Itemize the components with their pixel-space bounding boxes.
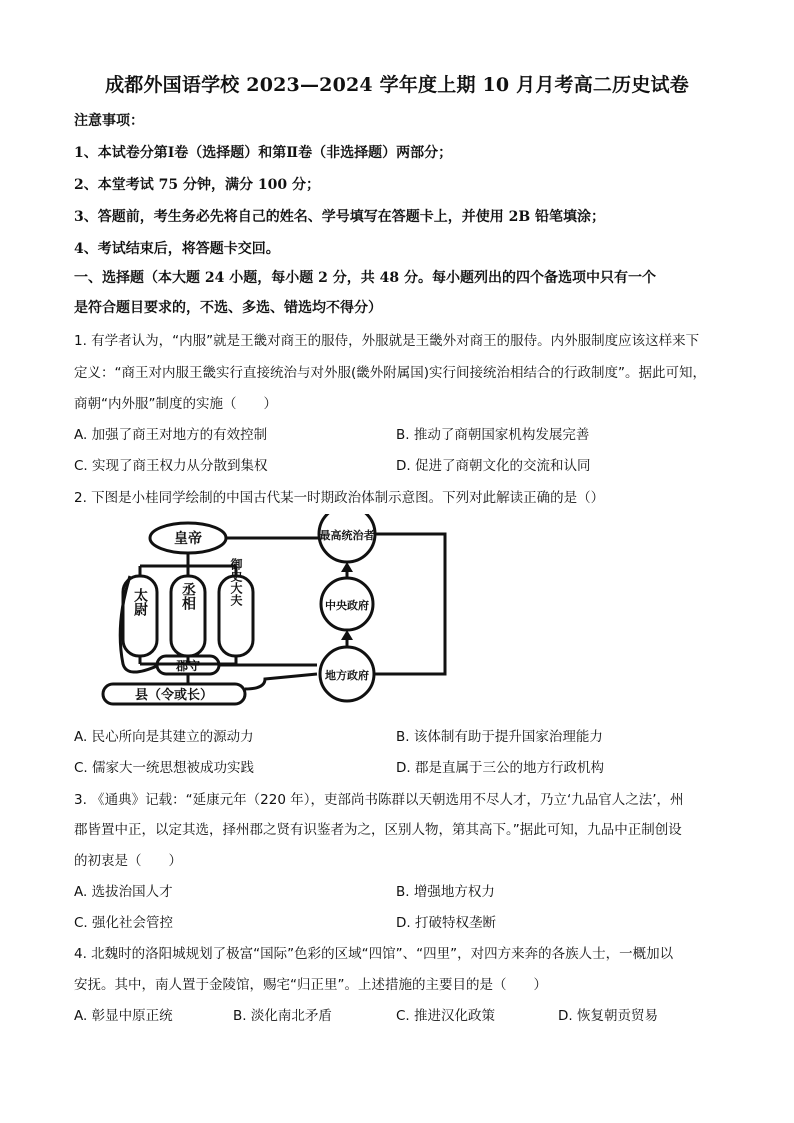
question-2-option-b[interactable]: B. 该体制有助于提升国家治理能力 (396, 729, 603, 745)
question-3-text: 郡皆置中正，以定其选，择州郡之贤有识鉴者为之，区别人物，第其高下。”据此可知，九品中正制创设 (74, 822, 682, 838)
question-3-text: 的初衷是（ ） (74, 853, 182, 869)
notice-item: 4、考试结束后，将答题卡交回。 (74, 241, 280, 257)
question-1-option-a[interactable]: A. 加强了商王对地方的有效控制 (74, 427, 268, 443)
notice-item: 1、本试卷分第Ⅰ卷（选择题）和第Ⅱ卷（非选择题）两部分； (74, 145, 453, 161)
county-label: 县（令或长） (134, 688, 214, 703)
question-1-text: 1. 有学者认为，“内服”就是王畿对商王的服侍，外服就是王畿外对商王的服侍。内外服制度应该这样来下 (74, 333, 700, 349)
question-1-option-d[interactable]: D. 促进了商朝文化的交流和认同 (396, 458, 591, 474)
chengxiang-label: 丞相 (180, 582, 196, 610)
question-2-option-a[interactable]: A. 民心所向是其建立的源动力 (74, 729, 254, 745)
question-4-text: 安抚。其中，南人置于金陵馆，赐宅“归正里”。上述措施的主要目的是（ ） (74, 977, 547, 993)
question-4-option-a[interactable]: A. 彰显中原正统 (74, 1008, 173, 1024)
question-2-option-d[interactable]: D. 郡是直属于三公的地方行政机构 (396, 760, 604, 776)
notice-item: 3、答题前，考生务必先将自己的姓名、学号填写在答题卡上，并使用 2B 铅笔填涂； (74, 209, 606, 225)
question-4-text: 4. 北魏时的洛阳城规划了极富“国际”色彩的区域“四馆”、“四里”，对四方来奔的各族人士，一概加以 (74, 946, 674, 962)
question-3-option-b[interactable]: B. 增强地方权力 (396, 884, 495, 900)
question-3-option-d[interactable]: D. 打破特权垄断 (396, 915, 496, 931)
question-1-text: 商朝“内外服”制度的实施（ ） (74, 396, 277, 412)
question-2-option-c[interactable]: C. 儒家大一统思想被成功实践 (74, 760, 255, 776)
question-1-option-b[interactable]: B. 推动了商朝国家机构发展完善 (396, 427, 590, 443)
question-1-option-c[interactable]: C. 实现了商王权力从分散到集权 (74, 458, 268, 474)
notice-heading: 注意事项： (74, 113, 144, 129)
question-4-option-c[interactable]: C. 推进汉化政策 (396, 1008, 496, 1024)
section-heading-cont: 是符合题目要求的，不选、多选、错选均不得分） (74, 300, 382, 316)
political-system-diagram (95, 514, 455, 714)
notice-item: 2、本堂考试 75 分钟，满分 100 分； (74, 177, 320, 193)
question-4-option-d[interactable]: D. 恢复朝贡贸易 (558, 1008, 658, 1024)
local-gov-label: 地方政府 (325, 669, 369, 682)
section-heading: 一、选择题（本大题 24 小题，每小题 2 分，共 48 分。每小题列出的四个备选项中只有一个 (74, 270, 656, 286)
junshou-label: 郡守 (175, 659, 201, 673)
central-gov-label: 中央政府 (325, 599, 369, 612)
yushi-label: 御史大夫 (229, 558, 243, 606)
supreme-ruler-label: 最高统治者 (319, 529, 375, 542)
exam-title: 成都外国语学校 2023—2024 学年度上期 10 月月考高二历史试卷 (105, 74, 689, 96)
question-3-text: 3. 《通典》记载：“延康元年（220 年），吏部尚书陈群以天朝选用不尽人才，乃立‘九品官人之法’，州 (74, 792, 684, 808)
question-1-text: 定义：“商王对内服王畿实行直接统治与对外服(畿外附属国)实行间接统治相结合的行政制度”。据此可知， (74, 365, 707, 381)
question-3-option-a[interactable]: A. 选拔治国人才 (74, 884, 173, 900)
question-3-option-c[interactable]: C. 强化社会管控 (74, 915, 174, 931)
taiwei-label: 太尉 (132, 588, 148, 616)
question-2-text: 2. 下图是小桂同学绘制的中国古代某一时期政治体制示意图。下列对此解读正确的是（） (74, 490, 605, 506)
question-4-option-b[interactable]: B. 淡化南北矛盾 (233, 1008, 332, 1024)
emperor-label: 皇帝 (174, 531, 202, 547)
